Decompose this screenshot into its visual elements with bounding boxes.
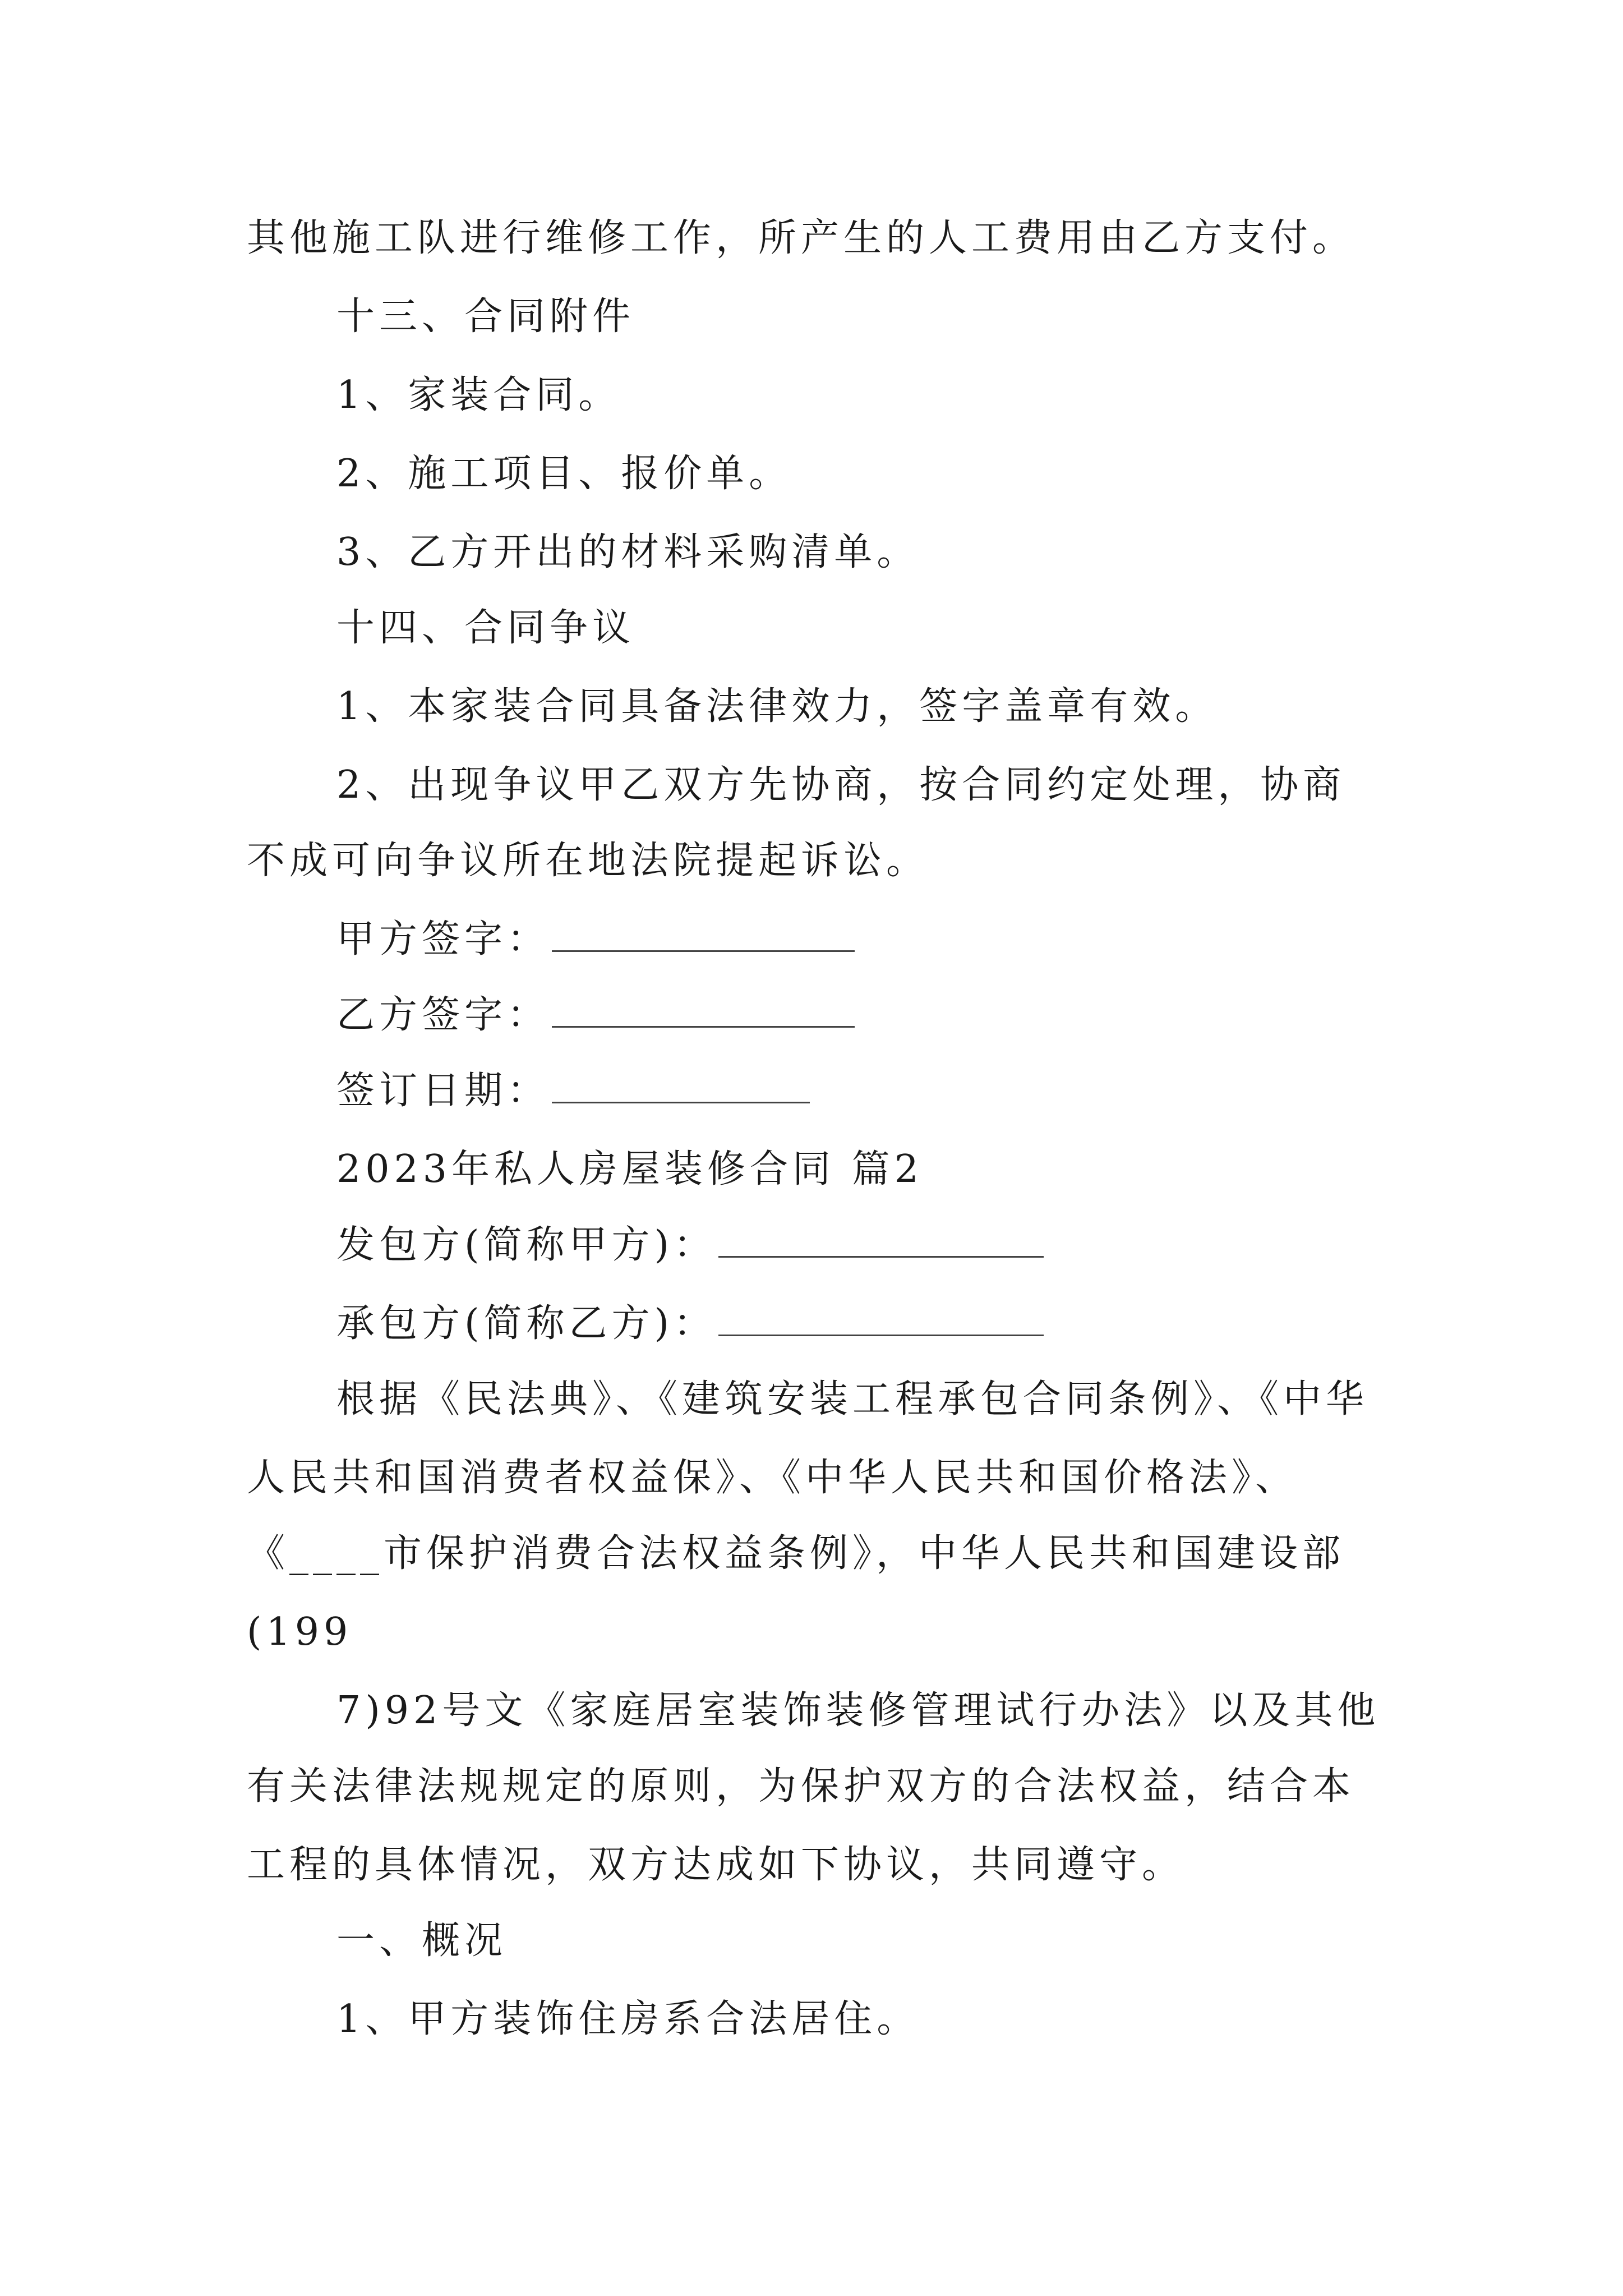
paragraph-line: 人民共和国消费者权益保》、《中华人民共和国价格法》、	[247, 1456, 1298, 1500]
signature-blank	[552, 993, 855, 1028]
field-blank	[718, 1223, 1044, 1258]
paragraph-line: 根据《民法典》、《建筑安装工程承包合同条例》、《中华	[336, 1377, 1369, 1421]
list-item: 1、家装合同。	[336, 373, 621, 417]
field-label: 发包方(简称甲方)：	[336, 1223, 717, 1267]
section-heading: 一、概况	[336, 1918, 508, 1963]
signature-label: 签订日期：	[336, 1069, 550, 1113]
contractor-field	[336, 1299, 1044, 1349]
paragraph-line: 7)92号文《家庭居室装饰装修管理试行办法》以及其他	[336, 1688, 1380, 1733]
field-label: 承包方(简称乙方)：	[336, 1301, 717, 1346]
paragraph-line: 有关法律法规规定的原则，为保护双方的合法权益，结合本	[247, 1764, 1355, 1809]
client-field	[336, 1220, 1044, 1271]
signature-label: 甲方签字：	[336, 917, 550, 961]
paragraph-line: 不成可向争议所在地法院提起诉讼。	[247, 839, 929, 883]
signature-party-a	[336, 914, 855, 965]
contract-title: 2023年私人房屋装修合同 篇2	[336, 1147, 923, 1191]
list-item: 2、施工项目、报价单。	[336, 452, 792, 496]
paragraph-line: 其他施工队进行维修工作，所产生的人工费用由乙方支付。	[247, 216, 1355, 260]
field-blank	[718, 1302, 1044, 1336]
paragraph-line: (199	[247, 1610, 353, 1654]
list-item: 1、本家装合同具备法律效力，签字盖章有效。	[336, 684, 1218, 729]
section-heading: 十三、合同附件	[336, 295, 635, 339]
list-item: 2、出现争议甲乙双方先协商，按合同约定处理，协商	[336, 763, 1346, 807]
date-blank	[552, 1069, 810, 1103]
list-item: 3、乙方开出的材料采购清单。	[336, 530, 920, 574]
signature-date	[336, 1066, 810, 1116]
signature-party-b	[336, 990, 855, 1041]
list-item: 1、甲方装饰住房系合法居住。	[336, 1997, 920, 2041]
section-heading: 十四、合同争议	[336, 606, 635, 650]
signature-blank	[552, 918, 855, 952]
paragraph-line: 工程的具体情况，双方达成如下协议，共同遵守。	[247, 1843, 1185, 1887]
signature-label: 乙方签字：	[336, 993, 550, 1037]
paragraph-line: 《____市保护消费合法权益条例》，中华人民共和国建设部	[247, 1531, 1345, 1576]
